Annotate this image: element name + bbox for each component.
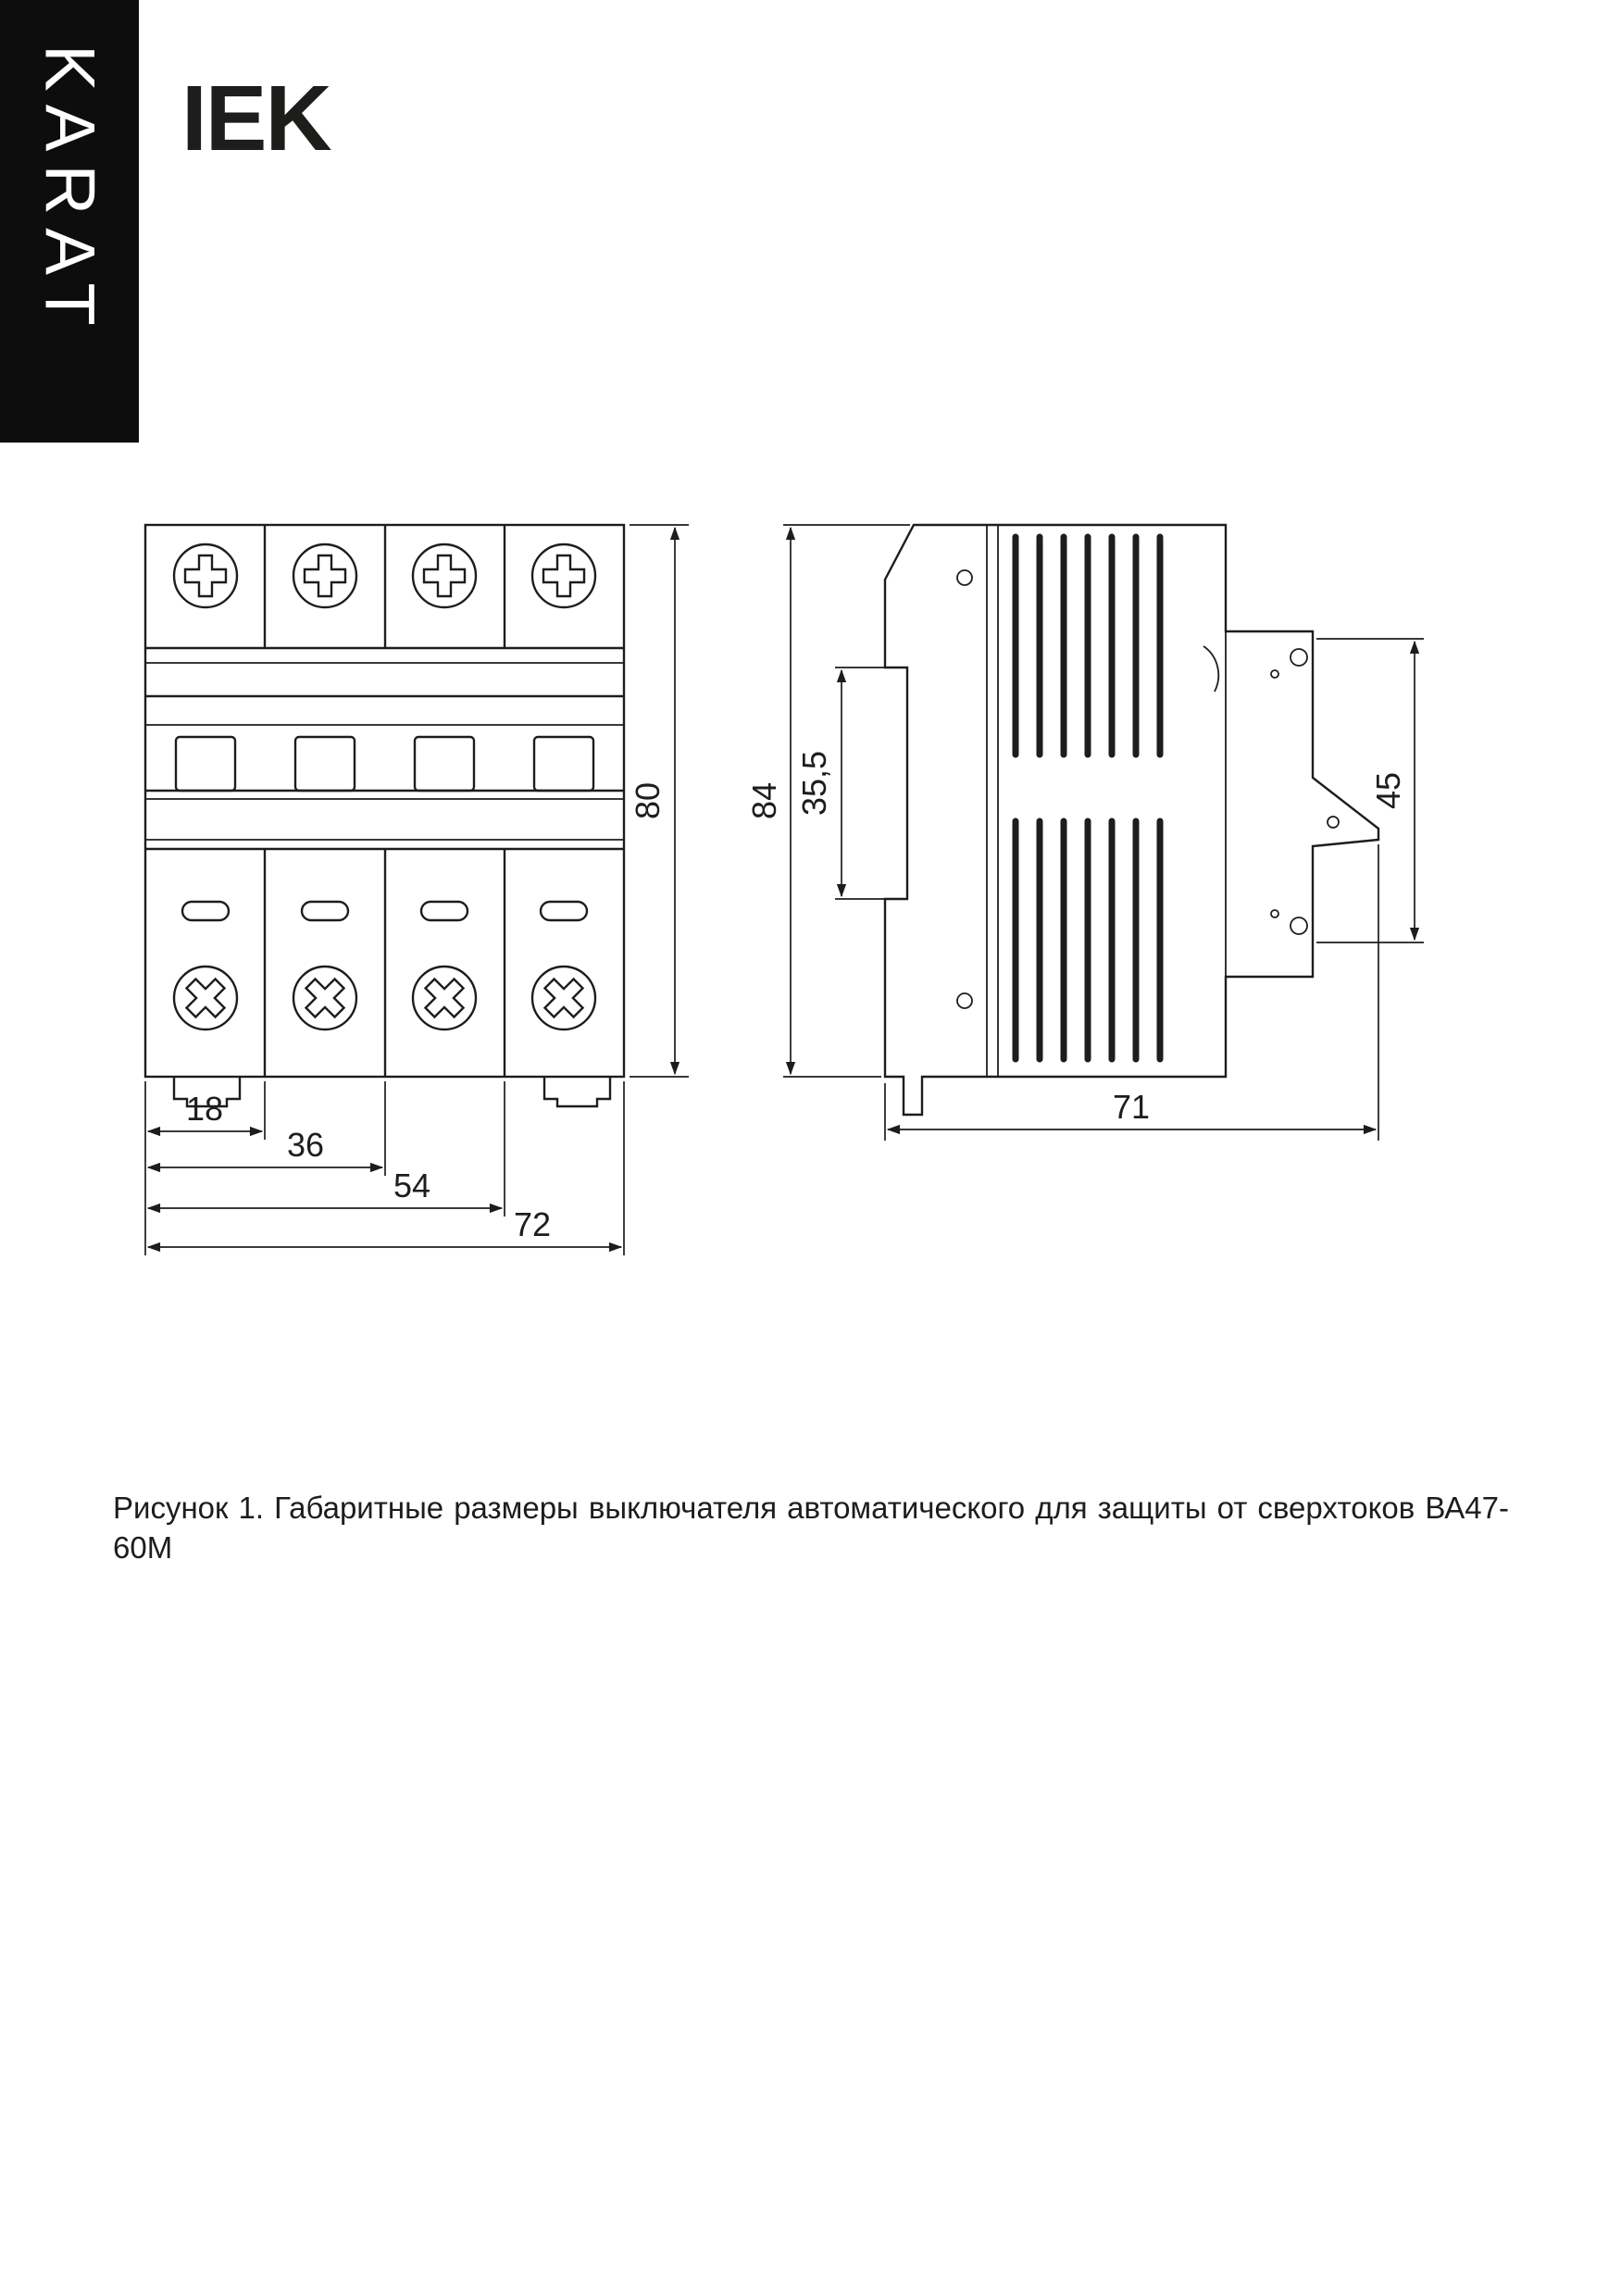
- dim-front-height: 80: [629, 781, 667, 820]
- series-banner: [0, 0, 139, 443]
- curved-slot: [1203, 646, 1218, 692]
- vent-slots: [1016, 821, 1160, 1059]
- dim-front-w3: 54: [393, 1167, 431, 1204]
- din-clip-tab: [174, 1077, 610, 1106]
- figure-caption: Рисунок 1. Габаритные размеры выключателя автоматического для защиты от сверхтоков ВА47-60М: [113, 1491, 1509, 1565]
- dim-side-front-face: 45: [1369, 771, 1407, 810]
- front-view-dimensions: [145, 525, 689, 1255]
- dim-side-height: 84: [745, 781, 783, 820]
- toggle-handle: [176, 737, 593, 791]
- dim-side-depth: 71: [1112, 1088, 1151, 1126]
- dim-front-w1: 18: [185, 1090, 224, 1128]
- breaker-body-side: [885, 525, 1378, 1115]
- vent-slots: [1016, 537, 1160, 755]
- series-banner-label: KARAT: [30, 44, 109, 339]
- dim-front-w2: 36: [286, 1126, 325, 1164]
- dim-side-recess: 35,5: [795, 750, 833, 817]
- handle-tie-bar: [145, 791, 624, 849]
- dimensional-drawing: [130, 509, 1481, 1305]
- dim-front-w4: 72: [513, 1205, 552, 1243]
- front-view: [145, 525, 624, 1106]
- side-view: [885, 525, 1378, 1115]
- iek-logo: IEK: [181, 67, 330, 170]
